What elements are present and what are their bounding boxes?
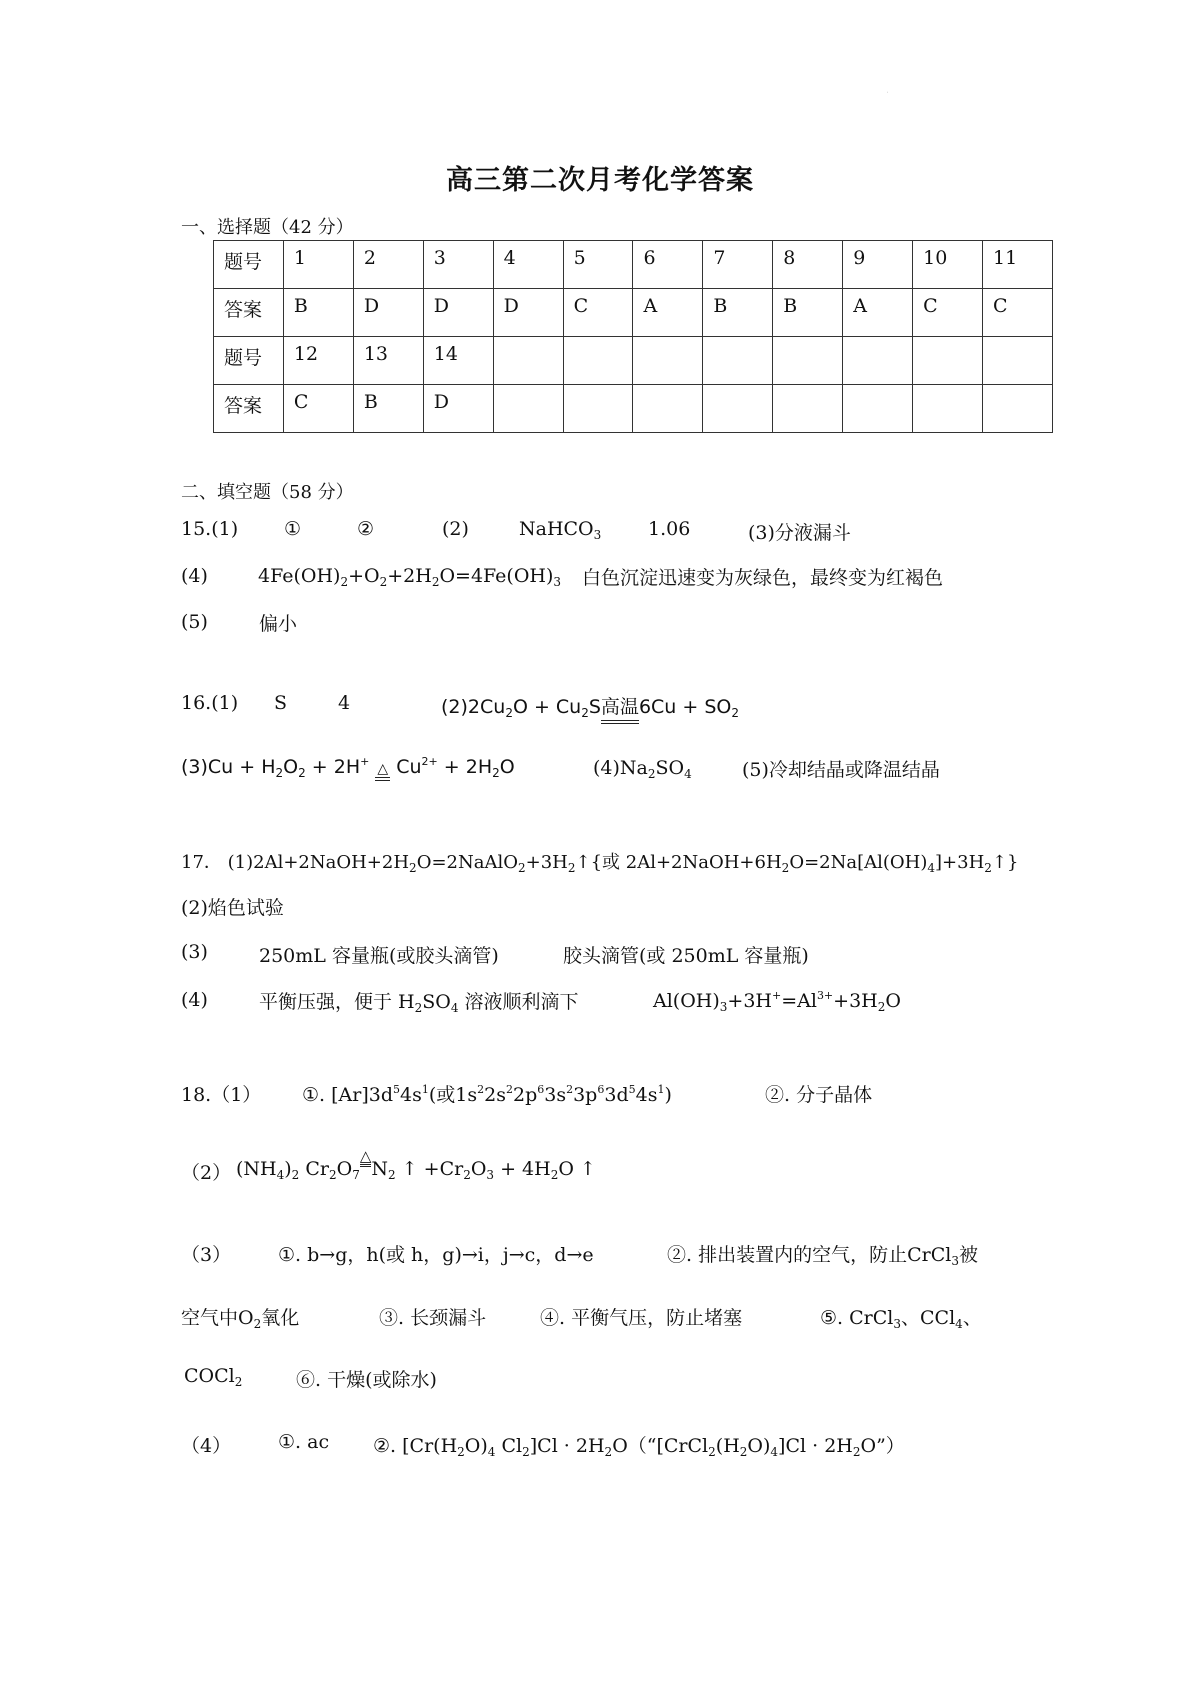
q16-answer-4: 4	[338, 692, 351, 714]
table-cell: A	[843, 289, 913, 337]
q17-answer-4a: 平衡压强，便于 $H_2SO_4$ 溶液顺利滴下	[259, 991, 579, 1015]
table-cell	[633, 385, 703, 433]
table-cell	[843, 337, 913, 385]
q18-cocl2: COCl$_2$	[184, 1365, 243, 1389]
q15-part-5: (5)	[181, 611, 208, 633]
q16-condition-high-temp: 高温	[601, 692, 639, 724]
q15-answer-2: ②	[357, 518, 375, 540]
table-cell	[843, 385, 913, 433]
table-cell	[563, 337, 633, 385]
table-cell	[983, 385, 1053, 433]
q15-answer-1: ①	[284, 518, 302, 540]
q18-part-2-label: （2）	[181, 1162, 232, 1184]
q18-purpose: ②. 排出装置内的空气，防止CrCl$_3$被	[667, 1244, 978, 1268]
q16-equation-2: $(2)2Cu_2O + Cu_2S$高温$6Cu + SO_2$	[441, 692, 739, 724]
q15-value: 1.06	[648, 518, 691, 540]
table-row	[214, 337, 1053, 385]
dot-mark: ˙	[886, 92, 889, 99]
section-heading-fill: 二、填空题（58 分）	[181, 482, 354, 503]
table-cell: 1	[283, 241, 353, 289]
table-cell: 8	[773, 241, 843, 289]
q18-part-3-label: （3）	[181, 1244, 232, 1266]
q18-connection-order: ①. b→g，h(或 h，g)→i，j→c，d→e	[278, 1244, 594, 1266]
q18-funnel: ③. 长颈漏斗	[379, 1307, 487, 1329]
q18-answer-ac: ①. ac	[278, 1431, 330, 1453]
table-cell: C	[563, 289, 633, 337]
q15-observation: 白色沉淀迅速变为灰绿色，最终变为红褐色	[582, 567, 944, 589]
table-cell: 3	[423, 241, 493, 289]
table-cell: 12	[283, 337, 353, 385]
table-cell: 13	[353, 337, 423, 385]
table-cell	[913, 385, 983, 433]
q15-nahco3: NaHCO$_3$	[519, 518, 602, 542]
q18-config: ①. $[Ar]3d^54s^1$(或$1s^22s^22p^63s^23p^63d^54s^1$)	[302, 1083, 672, 1106]
q17-answer-3a: 250mL 容量瓶(或胶头滴管)	[259, 945, 499, 967]
table-cell: 11	[983, 241, 1053, 289]
table-cell: D	[493, 289, 563, 337]
q16-part-5: (5)冷却结晶或降温结晶	[742, 759, 940, 781]
table-cell: B	[703, 289, 773, 337]
row-header-cell: 题号	[214, 337, 284, 385]
table-cell: A	[633, 289, 703, 337]
q17-part-3: (3)	[181, 941, 208, 963]
q16-condition-heat: △	[375, 761, 390, 781]
q17-answer-4b: $Al(OH)_3+3H^+=Al^{3+}+3H_2O$	[653, 989, 901, 1014]
q16-label: 16.(1)	[181, 692, 239, 714]
q15-part-4: (4)	[181, 565, 208, 587]
q18-complex-formula: ②. [$Cr(H_2O)_4$ $Cl_2]Cl$ · $2H_2O(“[CrCl_2(H_2O)_4]Cl$ · $2H_2O$”）	[373, 1435, 905, 1459]
q16-answer-s: S	[274, 692, 288, 714]
table-row	[214, 385, 1053, 433]
table-cell: 6	[633, 241, 703, 289]
section-heading-choice: 一、选择题（42 分）	[181, 217, 354, 238]
q18-oxidized-line: 空气中$O_2$氧化	[181, 1307, 300, 1331]
table-cell: 2	[353, 241, 423, 289]
table-cell	[773, 385, 843, 433]
table-cell	[913, 337, 983, 385]
table-cell: D	[353, 289, 423, 337]
q18-heat-condition: △	[359, 1147, 372, 1165]
q17-answer-3b: 胶头滴管(或 250mL 容量瓶)	[563, 945, 809, 967]
q15-part-3: (3)分液漏斗	[748, 522, 851, 544]
row-header-cell: 题号	[214, 241, 284, 289]
table-cell	[493, 337, 563, 385]
q16-equation-3: $(3)Cu + H_2O_2 + 2H^+$ △ $Cu^{2+} + 2H_2O$	[181, 755, 515, 780]
page-title: 高三第二次月考化学答案	[446, 165, 754, 196]
q18-pressure: ④. 平衡气压，防止堵塞	[540, 1307, 743, 1329]
q17-part-4: (4)	[181, 989, 208, 1011]
table-cell	[633, 337, 703, 385]
table-cell: 10	[913, 241, 983, 289]
q16-part-4: $(4)Na_2SO_4$	[593, 757, 692, 781]
q18-part-4-label: （4）	[181, 1435, 232, 1457]
q15-answer-5: 偏小	[259, 613, 298, 635]
q15-equation: $4Fe(OH)_2+O_2+2H_2O=4Fe(OH)_3$	[258, 565, 562, 589]
table-cell	[703, 337, 773, 385]
table-cell: B	[283, 289, 353, 337]
answer-table	[213, 240, 1053, 433]
table-cell	[493, 385, 563, 433]
q15-part-2: (2)	[442, 518, 469, 540]
table-cell	[703, 385, 773, 433]
q18-crystal: ②. 分子晶体	[765, 1084, 873, 1106]
table-cell: 5	[563, 241, 633, 289]
q18-decomposition-equation: $(NH_4)_2$ $Cr_2O_7\triangle N_2$ ↑ $+Cr_2O_3 + 4H_2O$ ↑	[236, 1147, 596, 1182]
table-cell: 7	[703, 241, 773, 289]
table-cell: 9	[843, 241, 913, 289]
q17-part-2: (2)焰色试验	[181, 897, 284, 919]
table-cell: B	[773, 289, 843, 337]
table-cell: 4	[493, 241, 563, 289]
table-cell	[983, 337, 1053, 385]
q18-drying: ⑥. 干燥(或除水)	[296, 1369, 437, 1391]
table-cell: B	[353, 385, 423, 433]
table-row	[214, 289, 1053, 337]
q18-products: ⑤. CrCl$_3$、CCl$_4$、	[820, 1307, 982, 1331]
table-cell: C	[983, 289, 1053, 337]
table-cell: D	[423, 289, 493, 337]
q17-part-1: 17． $(1)2Al+2NaOH+2H_2O=2NaAlO_2+3H_2↑${或 $2Al+2NaOH+6H_2O=2Na[Al(OH)_4]+3H_2↑$}	[181, 852, 1019, 875]
row-header-cell: 答案	[214, 289, 284, 337]
q15-label: 15.(1)	[181, 518, 239, 540]
table-cell: C	[283, 385, 353, 433]
row-header-cell: 答案	[214, 385, 284, 433]
table-cell: D	[423, 385, 493, 433]
table-cell: 14	[423, 337, 493, 385]
q18-label: 18.（1）	[181, 1084, 262, 1106]
table-cell	[773, 337, 843, 385]
table-cell	[563, 385, 633, 433]
table-cell: C	[913, 289, 983, 337]
table-row	[214, 241, 1053, 289]
